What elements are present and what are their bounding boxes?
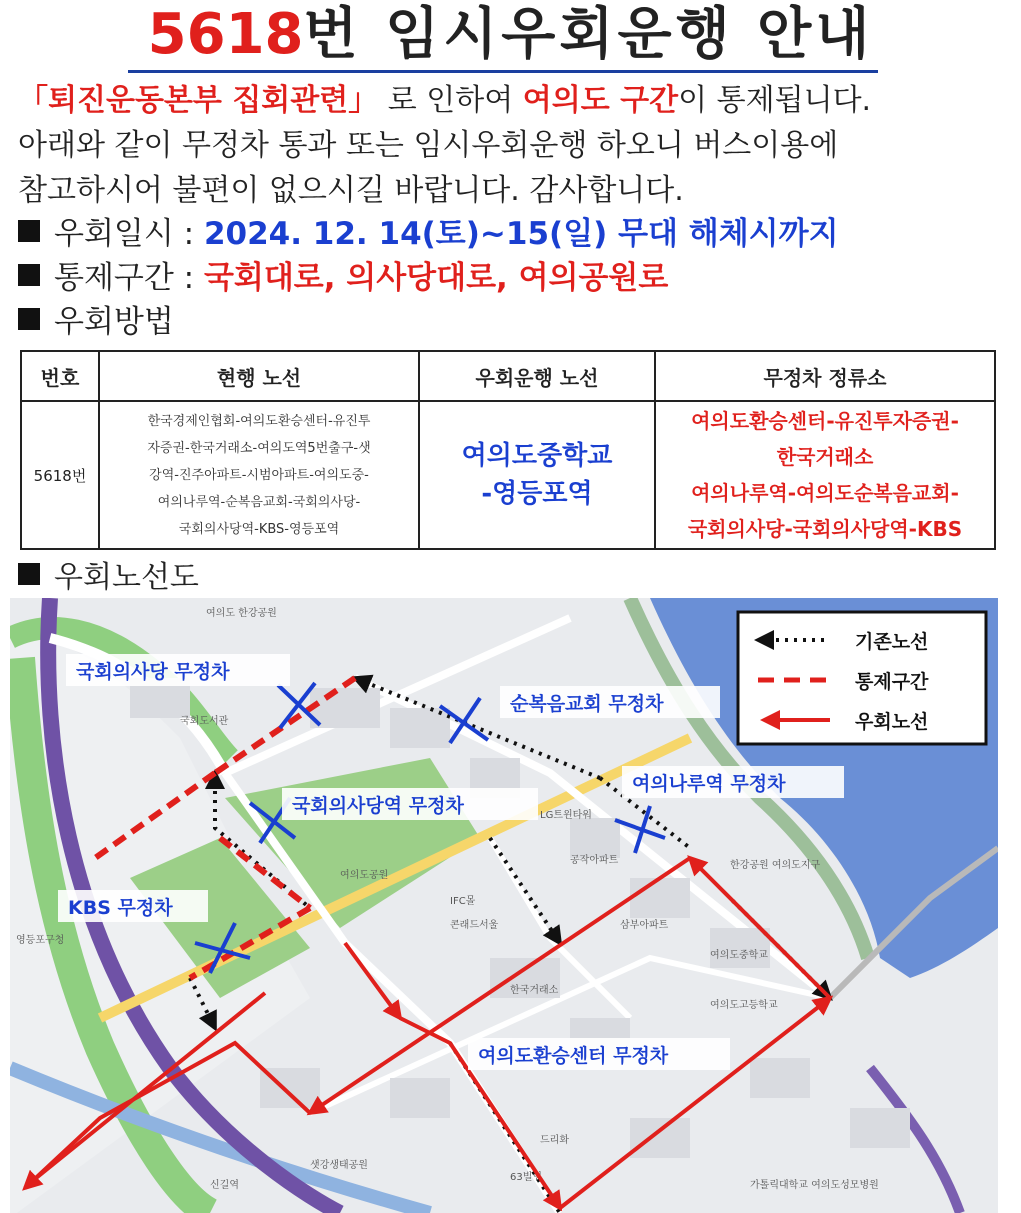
place-label: 콘래드서울 (450, 920, 499, 931)
place-label: 63빌딩 (510, 1172, 543, 1183)
section-label: 통제구간 : (54, 260, 204, 296)
place-label: 여의도고등학교 (710, 1000, 778, 1011)
cell-detour-route (419, 401, 655, 549)
place-label: 여의도중학교 (710, 950, 768, 961)
intro-line-1 (18, 78, 1008, 123)
place-label: 한강공원 여의도지구 (730, 860, 821, 871)
header-number: 번호 (21, 351, 99, 401)
label-assembly: 국회의사당 무정차 (76, 661, 230, 683)
label-naru: 여의나루역 무정차 (632, 773, 786, 795)
place-label: 여의도 한강공원 (206, 608, 277, 619)
header-detour: 우회운행 노선 (419, 351, 655, 401)
square-bullet-icon (18, 308, 40, 330)
table-row (21, 401, 995, 549)
schedule-row (18, 212, 839, 256)
title-underline (128, 70, 878, 73)
detour-line: 여의도중학교 (461, 441, 613, 471)
label-transfer: 여의도환승센터 무정차 (478, 1045, 669, 1067)
cell-current-route (99, 401, 419, 549)
current-line: 여의나루역-순복음교회-국회의사당- (157, 494, 361, 510)
square-bullet-icon (18, 563, 40, 585)
place-label: 샛강생태공원 (310, 1160, 368, 1171)
section-row (18, 256, 668, 300)
legend-controlled-label: 통제구간 (855, 671, 929, 693)
page-title (0, 2, 1021, 68)
header-nonstop: 무정차 정류소 (655, 351, 995, 401)
label-kbs: KBS 무정차 (68, 897, 173, 919)
method-label: 우회방법 (54, 304, 174, 340)
nonstop-line: 국회의사당-국회의사당역-KBS (687, 517, 963, 541)
place-label: 신길역 (210, 1180, 239, 1191)
place-label: 국회도서관 (180, 716, 229, 727)
intro-line-3: 참고하시어 불편이 없으시길 바랍니다. 감사합니다. (18, 173, 684, 208)
place-label: 여의도공원 (340, 870, 389, 881)
label-assembly-station: 국회의사당역 무정차 (292, 795, 464, 817)
intro-end: 이 통제됩니다. (678, 83, 872, 118)
route-number: 5618 (147, 2, 304, 67)
current-line: 한국경제인협회-여의도환승센터-유진투 (147, 413, 371, 429)
nonstop-line: 여의도환승센터-유진투자증권- (691, 409, 959, 433)
square-bullet-icon (18, 264, 40, 286)
header-current: 현행 노선 (99, 351, 419, 401)
intro-mid: 로 인하여 (378, 83, 523, 118)
detour-map (10, 598, 998, 1213)
current-line: 국회의사당역-KBS-영등포역 (178, 521, 340, 537)
route-table (20, 350, 996, 550)
table-header-row (21, 351, 995, 401)
cell-route-number: 5618번 (21, 401, 99, 549)
place-label: 드리화 (540, 1135, 569, 1146)
section-value: 국회대로, 의사당대로, 여의공원로 (203, 260, 669, 296)
place-label: 공작아파트 (570, 855, 619, 866)
square-bullet-icon (18, 220, 40, 242)
place-label: LG트윈타워 (540, 810, 592, 821)
legend-detour-label: 우회노선 (855, 711, 929, 733)
cell-nonstop-stops (655, 401, 995, 549)
schedule-value: 2024. 12. 14(토)~15(일) 무대 해체시까지 (203, 216, 839, 252)
place-label: IFC몰 (450, 896, 476, 907)
current-line: 자증권-한국거래소-여의도역5번출구-샛 (147, 440, 371, 456)
intro-text (18, 78, 1008, 213)
place-label: 삼부아파트 (620, 920, 669, 931)
nonstop-line: 여의나루역-여의도순복음교회- (691, 481, 959, 505)
intro-line-2: 아래와 같이 무정차 통과 또는 임시우회운행 하오니 버스이용에 (18, 128, 839, 163)
current-line: 강역-진주아파트-시범아파트-여의도중- (149, 467, 369, 483)
place-label: 가톨릭대학교 여의도성모병원 (750, 1180, 879, 1191)
rally-reason: 「퇴진운동본부 집회관련」 (18, 83, 379, 118)
place-label: 영등포구청 (16, 935, 65, 946)
label-church: 순복음교회 무정차 (510, 693, 664, 715)
detour-line: -영등포역 (481, 479, 593, 509)
map-legend (738, 612, 986, 744)
controlled-area: 여의도 구간 (522, 83, 679, 118)
method-row (18, 300, 174, 344)
legend-existing-label: 기존노선 (855, 631, 929, 653)
title-text: 번 임시우회운행 안내 (303, 2, 874, 67)
nonstop-line: 한국거래소 (776, 445, 874, 469)
map-section-label: 우회노선도 (54, 560, 199, 595)
map-section-title (18, 558, 199, 598)
schedule-label: 우회일시 : (54, 216, 204, 252)
place-label: 한국거래소 (510, 985, 559, 996)
